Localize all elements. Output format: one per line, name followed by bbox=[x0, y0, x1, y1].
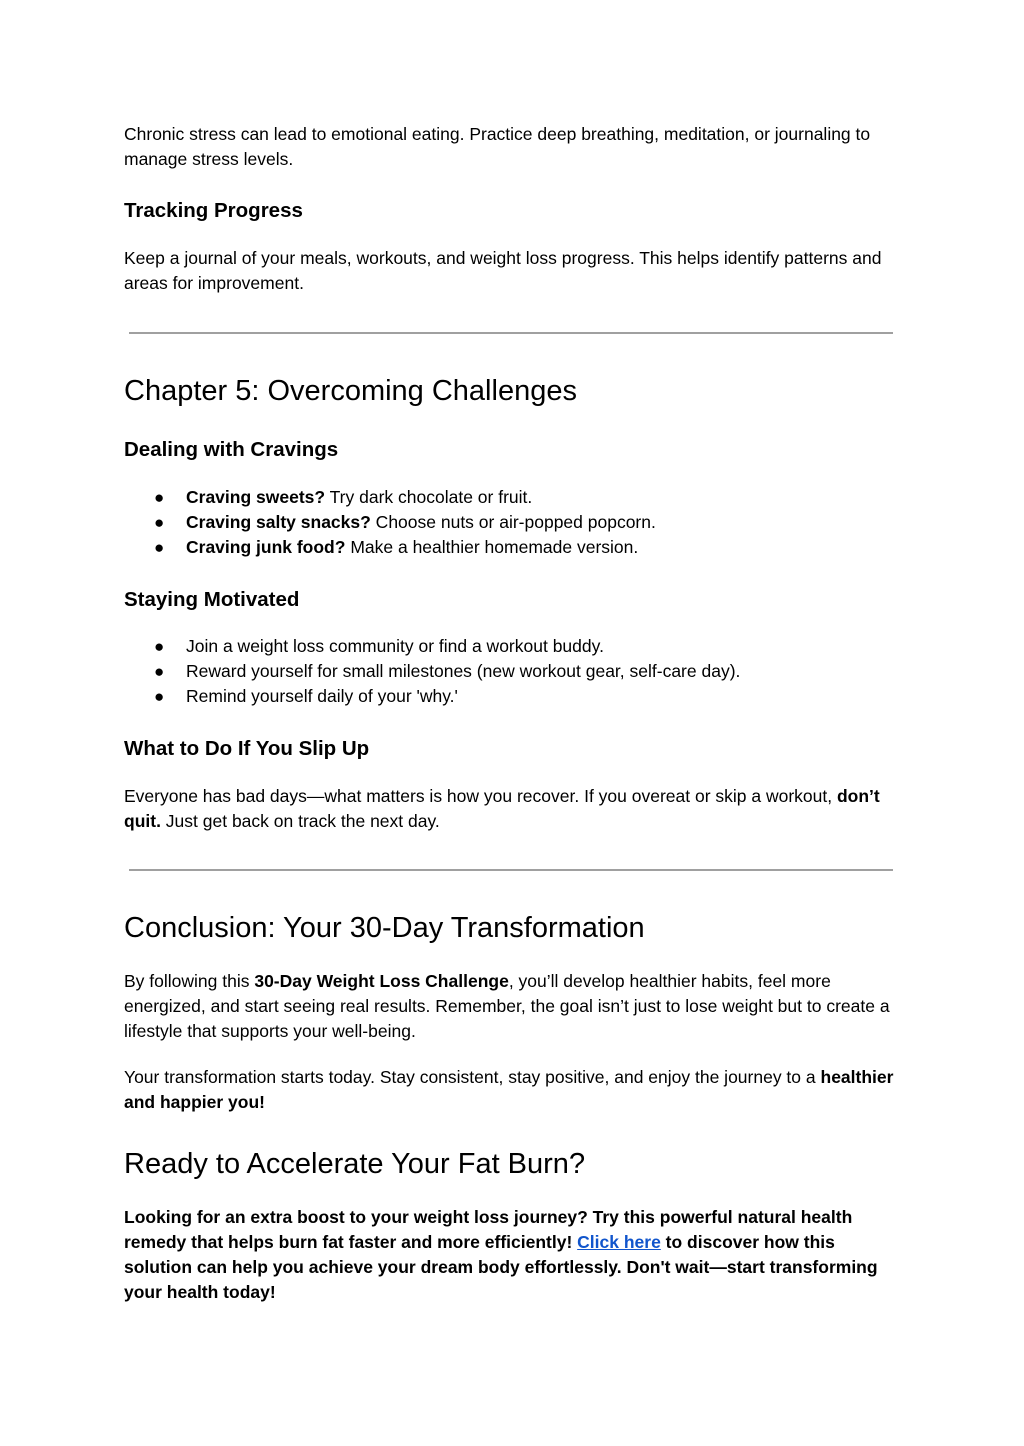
bullet-icon: ● bbox=[154, 637, 165, 656]
section-divider bbox=[129, 332, 893, 334]
motivation-tip: Remind yourself daily of your 'why.' bbox=[186, 686, 458, 706]
conclusion-title: Conclusion: Your 30-Day Transformation bbox=[124, 912, 645, 944]
tracking-paragraph: Keep a journal of your meals, workouts, and weight loss progress. This helps identify patterns and areas for improvement. bbox=[124, 248, 882, 293]
bullet-icon: ● bbox=[154, 513, 165, 532]
craving-label: Craving junk food? bbox=[186, 537, 346, 557]
section-divider bbox=[129, 869, 893, 871]
craving-label: Craving sweets? bbox=[186, 487, 326, 507]
slip-emphasis: don’t quit. bbox=[124, 786, 880, 831]
cravings-list bbox=[124, 485, 884, 560]
motivation-tip: Reward yourself for small milestones (new workout gear, self-care day). bbox=[186, 661, 741, 681]
cta-text: Looking for an extra boost to your weight loss journey? Try this powerful natural health remedy that helps burn fat faster and more efficiently! bbox=[124, 1207, 853, 1252]
slip-text-end: Just get back on track the next day. bbox=[160, 811, 440, 831]
conclusion-paragraph-2 bbox=[124, 1065, 904, 1115]
motivation-list bbox=[124, 634, 884, 709]
cta-text-end: to discover how this solution can help you achieve your dream body effortlessly. Don't wait—start transforming your health today! bbox=[124, 1232, 878, 1302]
bullet-icon: ● bbox=[154, 687, 165, 706]
list-item bbox=[124, 659, 884, 684]
slip-text: Everyone has bad days—what matters is how you recover. If you overeat or skip a workout, bbox=[124, 786, 837, 806]
motivation-tip: Join a weight loss community or find a workout buddy. bbox=[186, 636, 604, 656]
list-item bbox=[124, 634, 884, 659]
click-here-link[interactable]: Click here bbox=[577, 1232, 661, 1252]
slip-up-heading: What to Do If You Slip Up bbox=[124, 737, 370, 760]
conclusion-text-end: , you’ll develop healthier habits, feel more energized, and start seeing real results. Remember, the goal isn’t just to lose weight but to create a lifestyle that supports your well-being. bbox=[124, 971, 890, 1041]
cta-paragraph bbox=[124, 1205, 904, 1305]
bullet-icon: ● bbox=[154, 538, 165, 557]
bullet-icon: ● bbox=[154, 662, 165, 681]
list-item bbox=[124, 485, 884, 510]
list-item bbox=[124, 684, 884, 709]
conclusion-text: Your transformation starts today. Stay consistent, stay positive, and enjoy the journey to a bbox=[124, 1067, 821, 1087]
bullet-icon: ● bbox=[154, 488, 165, 507]
chapter-5-title: Chapter 5: Overcoming Challenges bbox=[124, 375, 577, 407]
conclusion-text: By following this bbox=[124, 971, 255, 991]
staying-motivated-heading: Staying Motivated bbox=[124, 588, 300, 611]
conclusion-paragraph-1 bbox=[124, 969, 904, 1044]
slip-up-paragraph bbox=[124, 784, 904, 834]
challenge-name: 30-Day Weight Loss Challenge bbox=[254, 971, 509, 991]
conclusion-emphasis: healthier and happier you! bbox=[124, 1067, 894, 1112]
cravings-heading: Dealing with Cravings bbox=[124, 438, 339, 461]
craving-label: Craving salty snacks? bbox=[186, 512, 371, 532]
list-item bbox=[124, 535, 884, 560]
craving-tip: Make a healthier homemade version. bbox=[345, 537, 639, 557]
cta-title: Ready to Accelerate Your Fat Burn? bbox=[124, 1148, 586, 1180]
tracking-progress-heading: Tracking Progress bbox=[124, 199, 303, 222]
stress-paragraph: Chronic stress can lead to emotional eating. Practice deep breathing, meditation, or journaling to manage stress levels. bbox=[124, 124, 871, 169]
craving-tip: Choose nuts or air-popped popcorn. bbox=[370, 512, 656, 532]
craving-tip: Try dark chocolate or fruit. bbox=[325, 487, 533, 507]
list-item bbox=[124, 510, 884, 535]
